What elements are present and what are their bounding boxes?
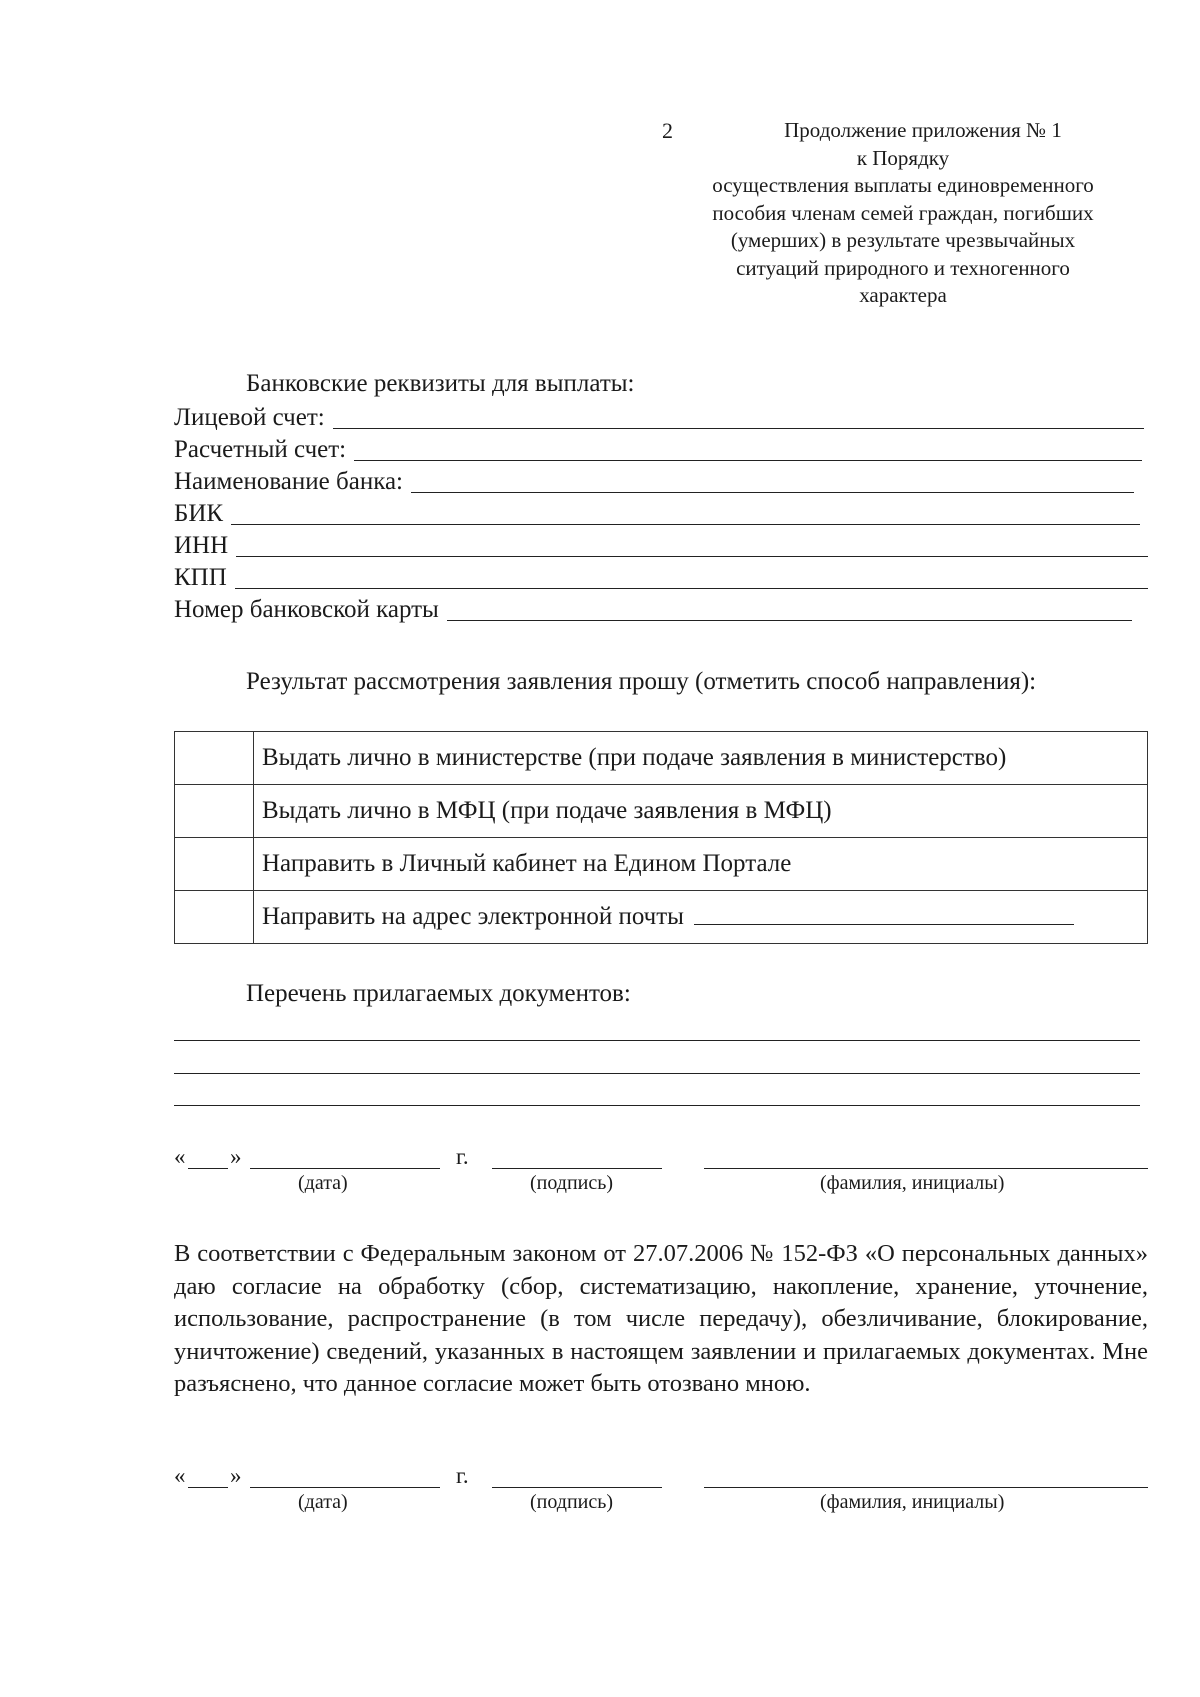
- option-checkbox[interactable]: [175, 785, 254, 838]
- header-line: к Порядку: [856, 145, 950, 170]
- delivery-options-table: [174, 731, 1148, 944]
- document-line[interactable]: [174, 1105, 1140, 1106]
- option-checkbox[interactable]: [175, 891, 254, 944]
- signature-block: [174, 1463, 1148, 1523]
- field-label: Номер банковской карты: [174, 596, 439, 623]
- option-label: Выдать лично в министерстве (при подаче заявления в министерство): [254, 732, 1148, 785]
- fill-line: [235, 588, 1148, 589]
- option-row: [175, 891, 1148, 944]
- date-line[interactable]: [250, 1487, 440, 1488]
- name-line[interactable]: [704, 1168, 1148, 1169]
- fill-line: [231, 524, 1140, 525]
- field-label: ИНН: [174, 532, 229, 559]
- option-checkbox[interactable]: [175, 838, 254, 891]
- field-label: Расчетный счет:: [174, 436, 347, 463]
- signature-line[interactable]: [492, 1168, 662, 1169]
- field-label: БИК: [174, 500, 224, 527]
- field-label: Наименование банка:: [174, 468, 404, 495]
- fill-line: [236, 556, 1148, 557]
- bank-card-number-field[interactable]: [174, 593, 1132, 625]
- option-row: [175, 785, 1148, 838]
- quote-close: »: [230, 1463, 242, 1488]
- fill-line: [333, 428, 1144, 429]
- date-line[interactable]: [250, 1168, 440, 1169]
- year-suffix: г.: [456, 1144, 469, 1169]
- fill-line: [354, 460, 1142, 461]
- personal-data-consent: В соответствии с Федеральным законом от 27.07.2006 № 152-ФЗ «О персональных данных» даю согласие на обработку (сбор, систематизацию, накопление, хранение, уточнение, использование, распространение (в том числе передачу), обезличивание, блокирование, уничтожение) сведений, указанных в настоящем заявлении и прилагаемых документах. Мне разъяснено, что данное согласие может быть отозвано мною.: [174, 1240, 1148, 1397]
- page-number: 2: [662, 118, 673, 143]
- signature-caption: (подпись): [530, 1491, 614, 1513]
- fill-line: [447, 620, 1132, 621]
- signature-caption: (подпись): [530, 1172, 614, 1194]
- result-method-heading: Результат рассмотрения заявления прошу (отметить способ направления):: [246, 668, 1037, 695]
- name-caption: (фамилия, инициалы): [820, 1491, 1005, 1513]
- document-line[interactable]: [174, 1040, 1140, 1041]
- bank-name-field[interactable]: [174, 465, 1134, 497]
- option-label: Направить на адрес электронной почты: [262, 903, 684, 930]
- kpp-field[interactable]: [174, 561, 1148, 593]
- attached-documents-heading: Перечень прилагаемых документов:: [246, 980, 631, 1007]
- bank-details-heading: Банковские реквизиты для выплаты:: [246, 370, 635, 397]
- inn-field[interactable]: [174, 529, 1148, 561]
- fill-line: [411, 492, 1134, 493]
- day-line[interactable]: [188, 1168, 228, 1169]
- option-checkbox[interactable]: [175, 732, 254, 785]
- header-line: ситуаций природного и техногенного: [736, 255, 1070, 280]
- name-caption: (фамилия, инициалы): [820, 1172, 1005, 1194]
- quote-close: »: [230, 1144, 242, 1169]
- document-line[interactable]: [174, 1073, 1140, 1074]
- field-label: КПП: [174, 564, 227, 591]
- header-line: (умерших) в результате чрезвычайных: [730, 228, 1076, 252]
- day-line[interactable]: [188, 1487, 228, 1488]
- quote-open: «: [174, 1463, 186, 1488]
- date-caption: (дата): [298, 1172, 348, 1194]
- email-fill-line[interactable]: [694, 924, 1074, 925]
- signature-line[interactable]: [492, 1487, 662, 1488]
- header-line: осуществления выплаты единовременного: [712, 173, 1094, 197]
- header-line: характера: [859, 283, 947, 307]
- signature-block: [174, 1144, 1148, 1204]
- field-label: Лицевой счет:: [174, 404, 325, 431]
- option-label: Выдать лично в МФЦ (при подаче заявления в МФЦ): [254, 785, 1148, 838]
- appendix-header: [660, 117, 1146, 310]
- bik-field[interactable]: [174, 497, 1140, 529]
- option-row: [175, 732, 1148, 785]
- header-line: пособия членам семей граждан, погибших: [712, 200, 1094, 225]
- settlement-account-field[interactable]: [174, 433, 1142, 465]
- personal-account-field[interactable]: [174, 401, 1144, 433]
- option-row: [175, 838, 1148, 891]
- date-caption: (дата): [298, 1491, 348, 1513]
- quote-open: «: [174, 1144, 186, 1169]
- option-label: Направить в Личный кабинет на Едином Портале: [254, 838, 1148, 891]
- name-line[interactable]: [704, 1487, 1148, 1488]
- header-line: Продолжение приложения № 1: [784, 118, 1062, 142]
- year-suffix: г.: [456, 1463, 469, 1488]
